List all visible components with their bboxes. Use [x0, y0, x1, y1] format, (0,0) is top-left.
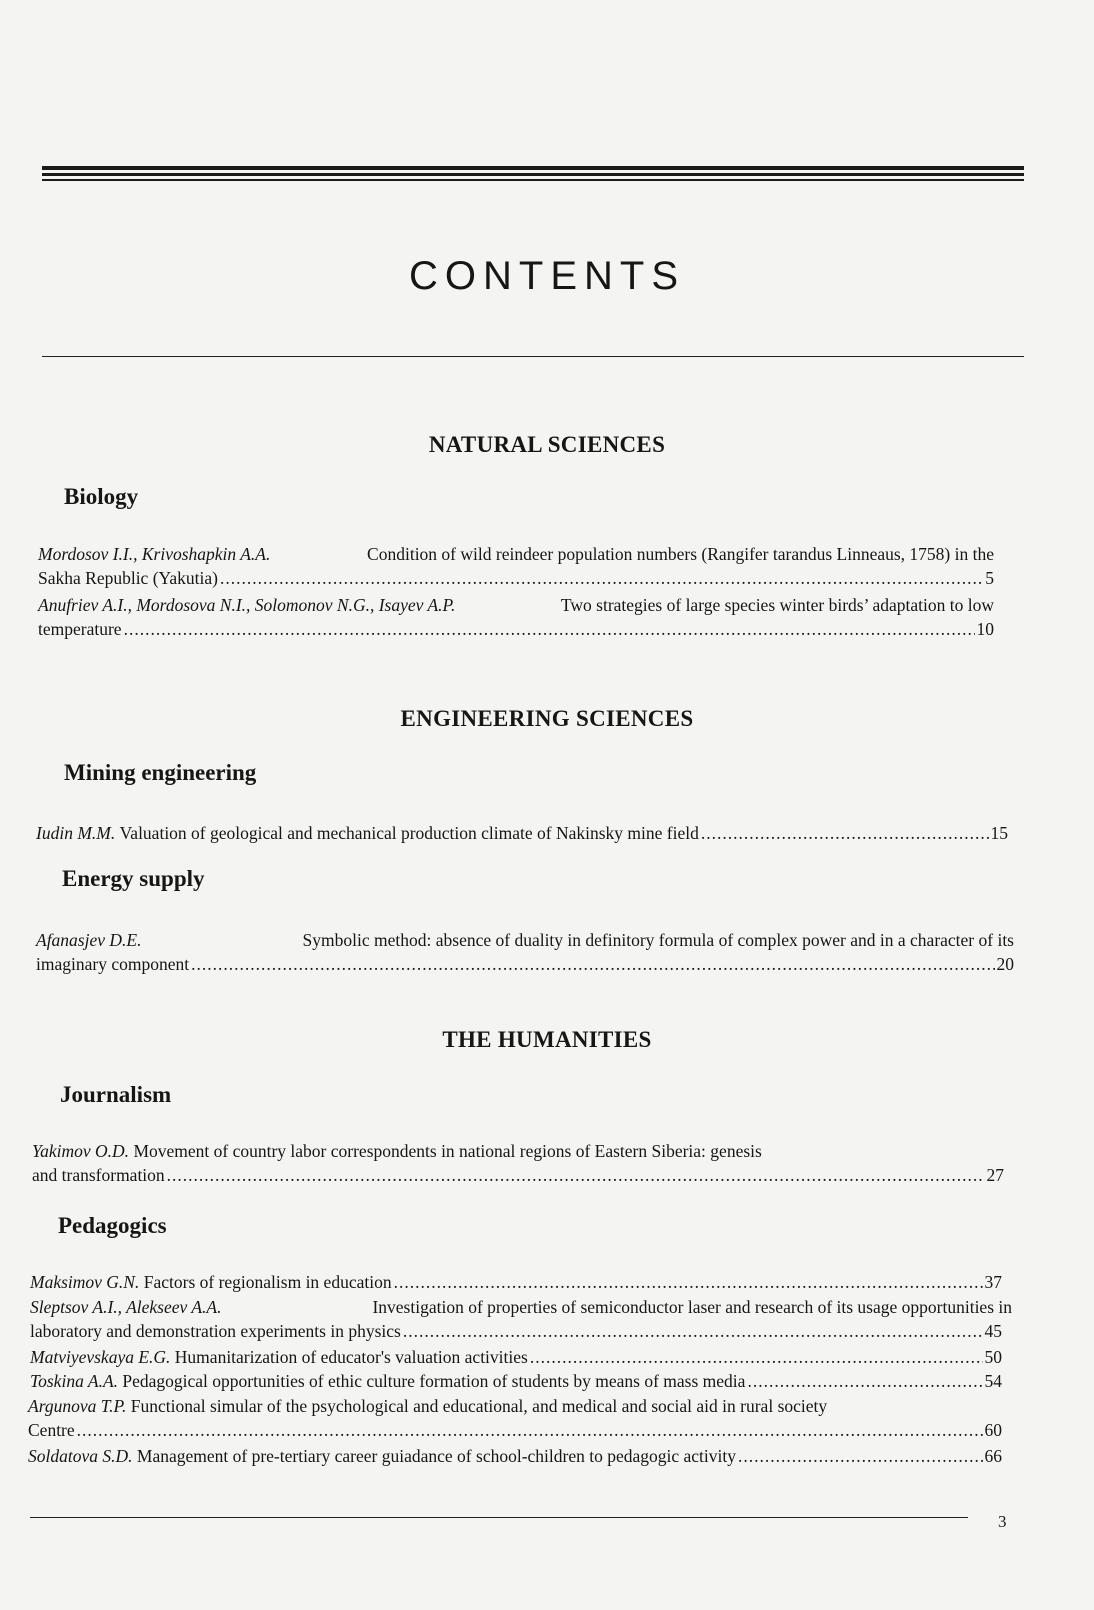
leader-dots [167, 1163, 985, 1187]
page-number: 3 [998, 1512, 1007, 1531]
leader-dots [747, 1369, 982, 1393]
subsection-title-energy-supply: Energy supply [62, 866, 205, 891]
leader-dots [394, 1270, 983, 1294]
entry-authors: Matviyevskaya E.G. [30, 1347, 171, 1367]
entry-title-line1: Management of pre-tertiary career guiadance of school-children to pedagogic activity [136, 1446, 736, 1466]
entry-title-line2: Centre [28, 1420, 75, 1440]
entry-title-line1: Two strategies of large species winter birds’ adaptation to low [560, 595, 994, 615]
entry-authors: Afanasjev D.E. [36, 930, 142, 950]
subsection-title-mining-engineering: Mining engineering [64, 760, 257, 785]
entry-title-line2: Sakha Republic (Yakutia) [38, 568, 218, 588]
toc-entry[interactable] [28, 1394, 1002, 1442]
leader-dots [738, 1444, 983, 1468]
header-rule-thick [42, 166, 1024, 170]
leader-dots [77, 1418, 983, 1442]
subsection-title-journalism: Journalism [60, 1082, 172, 1107]
toc-entry[interactable] [36, 928, 1014, 976]
subsection-title-pedagogics: Pedagogics [58, 1213, 167, 1238]
section-title-the-humanities: THE HUMANITIES [442, 1027, 652, 1052]
leader-dots [191, 952, 994, 976]
title-divider [42, 356, 1024, 357]
toc-entry[interactable] [30, 1270, 1002, 1294]
entry-title-line1: Valuation of geological and mechanical production climate of Nakinsky mine field [119, 823, 699, 843]
section-title-natural-sciences: NATURAL SCIENCES [428, 432, 666, 457]
leader-dots [124, 617, 975, 641]
header-rule-middle [42, 173, 1024, 176]
section-title-engineering-sciences: ENGINEERING SCIENCES [400, 706, 694, 731]
toc-entry[interactable] [30, 1369, 1002, 1393]
entry-authors: Sleptsov A.I., Alekseev A.A. [30, 1297, 222, 1317]
entry-page-number: 54 [984, 1371, 1002, 1391]
page-title: CONTENTS [409, 254, 685, 298]
entry-page-number: 5 [985, 568, 994, 588]
entry-title-line1: Pedagogical opportunities of ethic culture formation of students by means of mass media [122, 1371, 746, 1391]
entry-authors: Iudin M.M. [36, 823, 116, 843]
footer-rule [30, 1517, 968, 1518]
entry-authors: Toskina A.A. [30, 1371, 119, 1391]
entry-title-line1: Factors of regionalism in education [143, 1272, 392, 1292]
entry-page-number: 66 [984, 1446, 1002, 1466]
entry-authors: Soldatova S.D. [28, 1446, 133, 1466]
entry-title-line1: Condition of wild reindeer population numbers (Rangifer tarandus Linneaus, 1758) in the [367, 544, 994, 564]
entry-title-line1: Symbolic method: absence of duality in definitory formula of complex power and in a character of its [302, 930, 1014, 950]
entry-title-line1: Investigation of properties of semiconductor laser and research of its usage opportunities in [372, 1297, 1012, 1317]
entry-page-number: 27 [986, 1165, 1004, 1185]
toc-entry[interactable] [38, 593, 994, 641]
entry-page-number: 37 [984, 1272, 1002, 1292]
entry-page-number: 15 [990, 823, 1008, 843]
leader-dots [530, 1345, 983, 1369]
toc-entry[interactable] [30, 1295, 1012, 1343]
leader-dots [701, 821, 989, 845]
entry-page-number: 10 [976, 619, 994, 639]
toc-entry[interactable] [38, 542, 994, 590]
leader-dots [403, 1319, 983, 1343]
entry-title-line1: Functional simular of the psychological and educational, and medical and social aid in rural society [130, 1396, 828, 1416]
entry-authors: Yakimov O.D. [32, 1141, 130, 1161]
entry-title-line2: laboratory and demonstration experiments in physics [30, 1321, 401, 1341]
entry-title-line2: and transformation [32, 1165, 165, 1185]
entry-page-number: 60 [984, 1420, 1002, 1440]
toc-entry[interactable] [28, 1444, 1002, 1468]
entry-authors: Anufriev A.I., Mordosova N.I., Solomonov N.G., Isayev A.P. [38, 595, 456, 615]
entry-title-line1: Movement of country labor correspondents in national regions of Eastern Siberia: genesis [133, 1141, 762, 1161]
toc-entry[interactable] [36, 821, 1008, 845]
entry-authors: Maksimov G.N. [30, 1272, 140, 1292]
entry-page-number: 45 [984, 1321, 1002, 1341]
entry-page-number: 20 [996, 954, 1014, 974]
entry-title-line2: imaginary component [36, 954, 190, 974]
toc-entry[interactable] [30, 1345, 1002, 1369]
entry-title-line2: temperature [38, 619, 122, 639]
subsection-title-biology: Biology [64, 484, 139, 509]
leader-dots [220, 566, 983, 590]
toc-entry[interactable] [32, 1139, 1004, 1187]
entry-authors: Mordosov I.I., Krivoshapkin A.A. [38, 544, 271, 564]
entry-title-line1: Humanitarization of educator's valuation activities [174, 1347, 528, 1367]
header-rule-bottom [42, 179, 1024, 181]
entry-authors: Argunova T.P. [28, 1396, 127, 1416]
entry-page-number: 50 [984, 1347, 1002, 1367]
